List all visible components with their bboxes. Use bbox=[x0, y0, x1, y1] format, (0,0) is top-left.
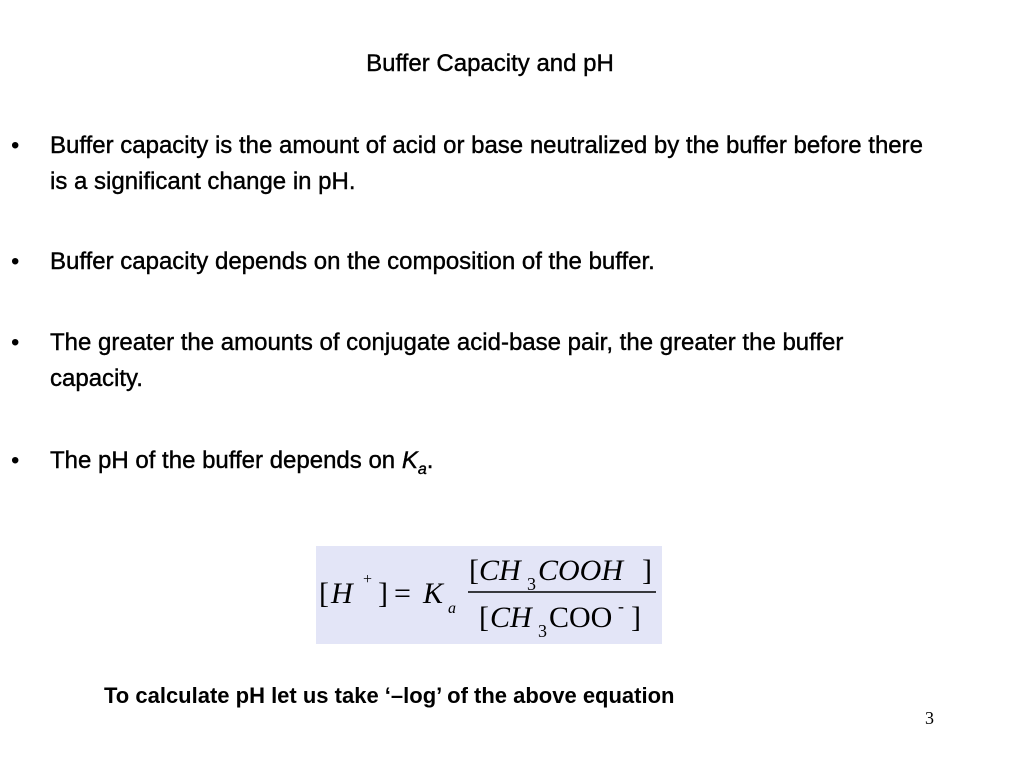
den-open-bracket: [ bbox=[479, 601, 489, 634]
lhs-close-bracket: ] bbox=[378, 577, 388, 610]
num-subscript: 3 bbox=[527, 574, 536, 594]
den-coo: COO bbox=[549, 601, 613, 634]
den-minus: - bbox=[618, 596, 624, 616]
k-subscript: a bbox=[448, 600, 456, 617]
ka-subscript: a bbox=[417, 460, 427, 478]
page-number: 3 bbox=[925, 708, 934, 728]
footnote: To calculate pH let us take ‘–log’ of the above equation bbox=[104, 683, 675, 708]
equals-sign: = bbox=[394, 577, 411, 610]
den-ch: CH bbox=[490, 601, 532, 634]
den-close-bracket: ] bbox=[631, 601, 641, 634]
bullet-text-after: . bbox=[426, 447, 434, 474]
num-close-bracket: ] bbox=[642, 554, 652, 587]
formula-box bbox=[316, 546, 662, 644]
bullet-text: The greater the amounts of conjugate acid-base pair, the greater the buffer capacity. bbox=[50, 329, 844, 392]
bullet-icon: • bbox=[11, 329, 20, 356]
ka-symbol: K bbox=[401, 447, 418, 474]
bullet-text: Buffer capacity depends on the composition of the buffer. bbox=[50, 248, 655, 275]
buffer-ph-formula bbox=[316, 546, 662, 644]
den-subscript: 3 bbox=[538, 621, 547, 641]
lhs-open-bracket: [ bbox=[319, 577, 329, 610]
bullet-text bbox=[50, 443, 940, 488]
bullet-icon: • bbox=[11, 248, 20, 275]
bullet-icon: • bbox=[11, 132, 20, 159]
slide-title: Buffer Capacity and pH bbox=[366, 50, 614, 77]
bullet-text: Buffer capacity is the amount of acid or base neutralized by the buffer before there is a significant change in pH. bbox=[50, 132, 923, 195]
bullet-text-before: The pH of the buffer depends on bbox=[50, 447, 402, 474]
num-open-bracket: [ bbox=[469, 554, 479, 587]
num-cooh: COOH bbox=[538, 554, 624, 587]
lhs-h: H bbox=[331, 577, 353, 610]
lhs-plus: + bbox=[363, 571, 373, 588]
bullet-icon: • bbox=[11, 447, 20, 474]
k-symbol: K bbox=[423, 577, 444, 610]
num-ch: CH bbox=[479, 554, 521, 587]
